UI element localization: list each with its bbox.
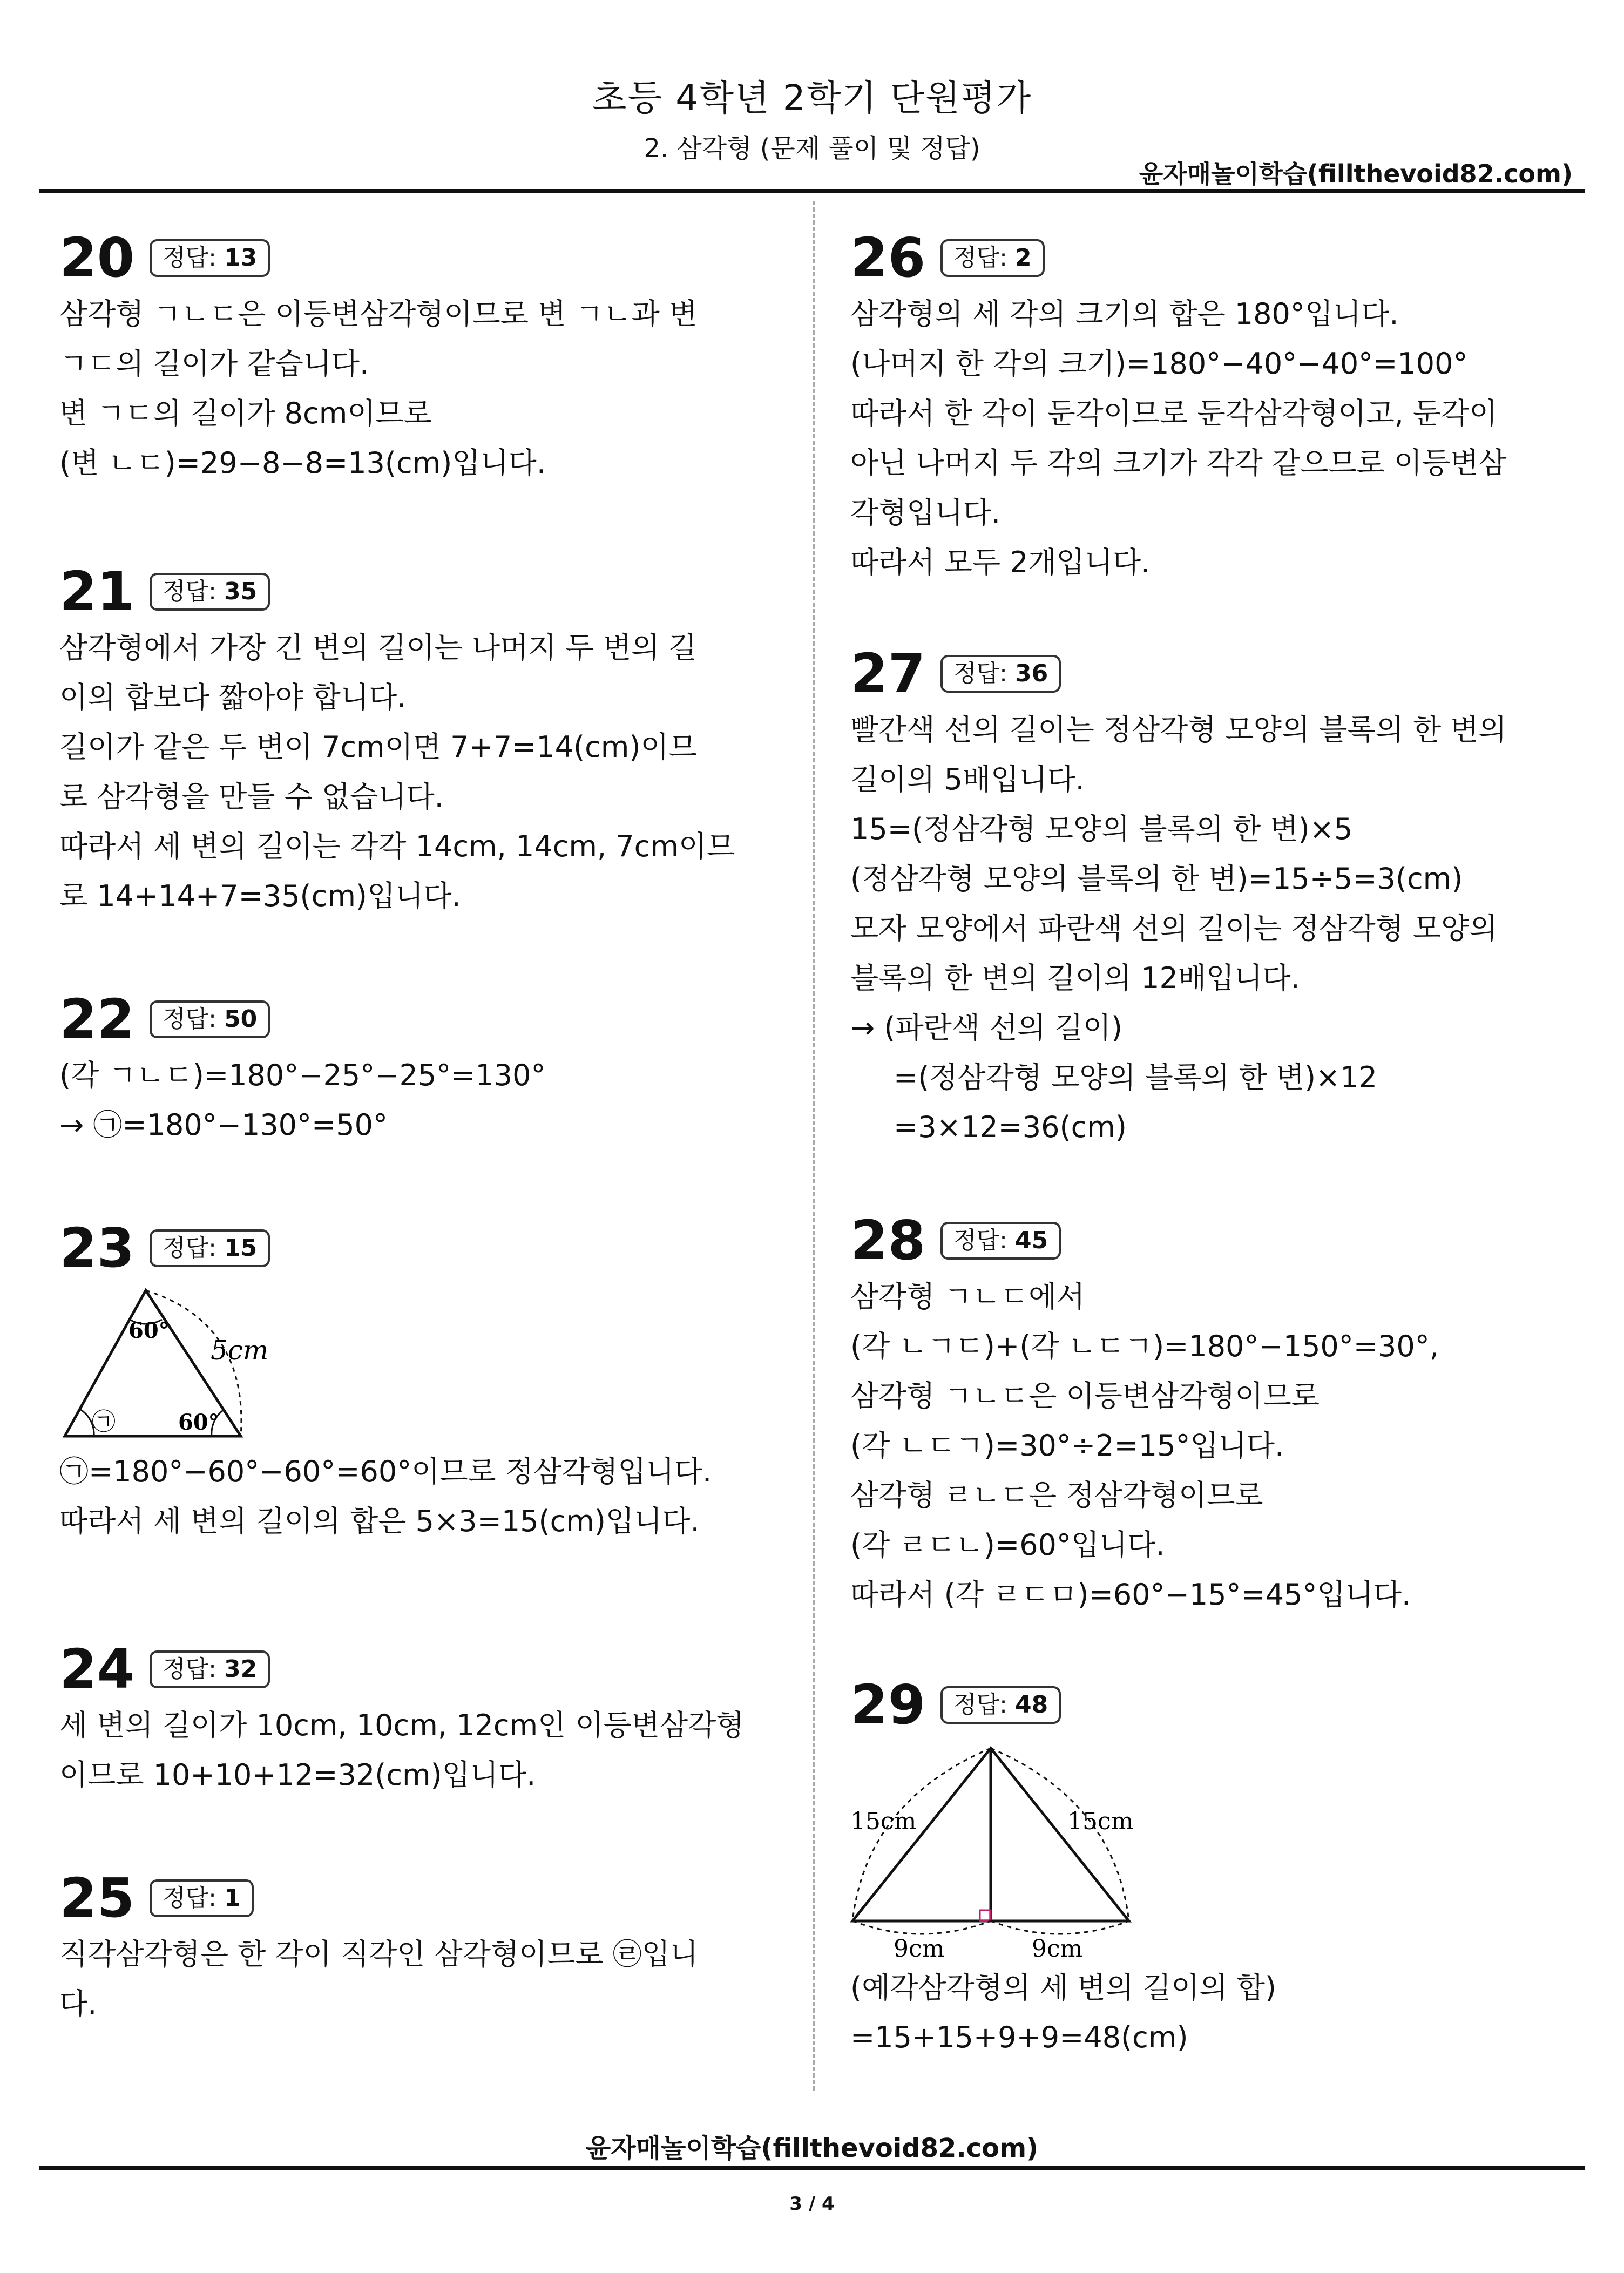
- solution-line: (예각삼각형의 세 변의 길이의 합): [850, 1971, 1276, 2005]
- page-subtitle: 2. 삼각형 (문제 풀이 및 정답): [644, 133, 980, 164]
- solution-line: (변 ㄴㄷ)=29−8−8=13(cm)입니다.: [59, 446, 546, 480]
- solution-line: 직각삼각형은 한 각이 직각인 삼각형이므로 ㉣입니: [59, 1937, 699, 1971]
- question-number: 27: [850, 642, 926, 705]
- solution-line: (각 ㄴㄷㄱ)=30°÷2=15°입니다.: [850, 1429, 1284, 1463]
- question-number: 23: [59, 1216, 135, 1280]
- solution-line: 이므로 10+10+12=32(cm)입니다.: [59, 1758, 536, 1792]
- question-number: 26: [850, 226, 926, 289]
- solution-line: 각형입니다.: [850, 496, 1000, 530]
- answer-badge: 정답: 32: [150, 1650, 270, 1689]
- solution-line: (각 ㄹㄷㄴ)=60°입니다.: [850, 1528, 1165, 1562]
- solution-line: 따라서 (각 ㄹㄷㅁ)=60°−15°=45°입니다.: [850, 1578, 1411, 1612]
- angle-right-label: 60°: [178, 1410, 219, 1435]
- solution-line: 블록의 한 변의 길이의 12배입니다.: [850, 961, 1300, 995]
- question-26: [850, 227, 1541, 587]
- question-22: [59, 988, 750, 1150]
- question-20: [59, 227, 750, 488]
- solution-line: 길이가 같은 두 변이 7cm이면 7+7=14(cm)이므: [59, 730, 697, 764]
- header-brand: 윤자매놀이학습(fillthevoid82.com): [1139, 159, 1573, 188]
- answer-badge: 정답: 15: [150, 1229, 270, 1268]
- question-23: [59, 1217, 750, 1546]
- footer-brand: 윤자매놀이학습(fillthevoid82.com): [585, 2133, 1039, 2163]
- answer-badge: 정답: 13: [150, 239, 270, 278]
- solution-line: =15+15+9+9=48(cm): [850, 2020, 1188, 2054]
- question-28: [850, 1209, 1541, 1620]
- solution-line: 변 ㄱㄷ의 길이가 8cm이므로: [59, 396, 432, 430]
- solution-line: 따라서 세 변의 길이는 각각 14cm, 14cm, 7cm이므: [59, 829, 735, 863]
- solution-line: 삼각형 ㄱㄴㄷ은 이등변삼각형이므로 변 ㄱㄴ과 변: [59, 297, 698, 331]
- side-right-label: 15cm: [1067, 1808, 1134, 1835]
- column-divider: [813, 201, 815, 2091]
- solution-line: 따라서 모두 2개입니다.: [850, 545, 1151, 579]
- equilateral-triangle-figure: [59, 1280, 297, 1447]
- solution-line: (각 ㄴㄱㄷ)+(각 ㄴㄷㄱ)=180°−150°=30°,: [850, 1329, 1439, 1363]
- question-29: [850, 1674, 1541, 2062]
- question-number: 20: [59, 226, 135, 289]
- acute-triangle-figure: [850, 1736, 1185, 1963]
- solution-line: 다.: [59, 1987, 97, 2021]
- solution-line: (나머지 한 각의 크기)=180°−40°−40°=100°: [850, 347, 1468, 381]
- answer-badge: 정답: 48: [940, 1686, 1061, 1724]
- solution-line: 아닌 나머지 두 각의 크기가 각각 같으므로 이등변삼: [850, 446, 1507, 480]
- base-left-label: 9cm: [894, 1935, 945, 1963]
- solution-line: 삼각형에서 가장 긴 변의 길이는 나머지 두 변의 길: [59, 631, 697, 665]
- footer-rule: [39, 2166, 1585, 2170]
- question-number: 28: [850, 1209, 926, 1272]
- answer-badge: 정답: 36: [940, 655, 1061, 693]
- question-21: [59, 560, 750, 921]
- solution-line: 따라서 한 각이 둔각이므로 둔각삼각형이고, 둔각이: [850, 396, 1498, 430]
- solution-line: 삼각형 ㄱㄴㄷ에서: [850, 1280, 1085, 1314]
- angle-top-label: 60°: [128, 1318, 170, 1343]
- solution-line: 로 삼각형을 만들 수 없습니다.: [59, 780, 444, 814]
- solution-line: ㉠=180°−60°−60°=60°이므로 정삼각형입니다.: [59, 1455, 712, 1489]
- solution-line: 모자 모양에서 파란색 선의 길이는 정삼각형 모양의: [850, 911, 1498, 945]
- solution-line: 삼각형 ㄱㄴㄷ은 이등변삼각형이므로: [850, 1379, 1320, 1413]
- question-24: [59, 1638, 750, 1800]
- solution-line: 빨간색 선의 길이는 정삼각형 모양의 블록의 한 변의: [850, 713, 1507, 747]
- solution-line: ㄱㄷ의 길이가 같습니다.: [59, 347, 369, 381]
- answer-badge: 정답: 2: [940, 239, 1044, 278]
- solution-line: 삼각형 ㄹㄴㄷ은 정삼각형이므로: [850, 1478, 1263, 1512]
- answer-badge: 정답: 35: [150, 573, 270, 611]
- answer-badge: 정답: 45: [940, 1222, 1061, 1260]
- question-27: [850, 642, 1541, 1152]
- solution-line: 길이의 5배입니다.: [850, 762, 1085, 796]
- solution-line: 로 14+14+7=35(cm)입니다.: [59, 879, 461, 913]
- question-25: [59, 1867, 750, 2029]
- answer-badge: 정답: 1: [150, 1879, 253, 1918]
- solution-line: 삼각형의 세 각의 크기의 합은 180°입니다.: [850, 297, 1399, 331]
- side-length-label: 5cm: [211, 1335, 269, 1366]
- base-right-label: 9cm: [1032, 1935, 1083, 1963]
- side-left-label: 15cm: [850, 1808, 917, 1835]
- question-number: 24: [59, 1638, 135, 1701]
- question-number: 22: [59, 987, 135, 1051]
- answer-badge: 정답: 50: [150, 1000, 270, 1039]
- question-number: 25: [59, 1866, 135, 1930]
- question-number: 29: [850, 1673, 926, 1736]
- solution-line: =3×12=36(cm): [894, 1110, 1127, 1144]
- solution-line: 따라서 세 변의 길이의 합은 5×3=15(cm)입니다.: [59, 1504, 700, 1538]
- page-title: 초등 4학년 2학기 단원평가: [592, 77, 1032, 119]
- solution-line: 이의 합보다 짧아야 합니다.: [59, 680, 407, 714]
- solution-line: =(정삼각형 모양의 블록의 한 변)×12: [894, 1060, 1377, 1094]
- solution-line: → (파란색 선의 길이): [850, 1011, 1123, 1045]
- solution-line: 15=(정삼각형 모양의 블록의 한 변)×5: [850, 812, 1353, 846]
- solution-line: (각 ㄱㄴㄷ)=180°−25°−25°=130°: [59, 1058, 546, 1092]
- page-number: 3 / 4: [789, 2193, 835, 2215]
- solution-line: 세 변의 길이가 10cm, 10cm, 12cm인 이등변삼각형: [59, 1708, 745, 1742]
- angle-left-label: ㉠: [92, 1408, 116, 1436]
- solution-line: → ㉠=180°−130°=50°: [59, 1108, 388, 1142]
- solution-line: (정삼각형 모양의 블록의 한 변)=15÷5=3(cm): [850, 862, 1463, 896]
- question-number: 21: [59, 560, 135, 623]
- header-rule: [39, 189, 1585, 193]
